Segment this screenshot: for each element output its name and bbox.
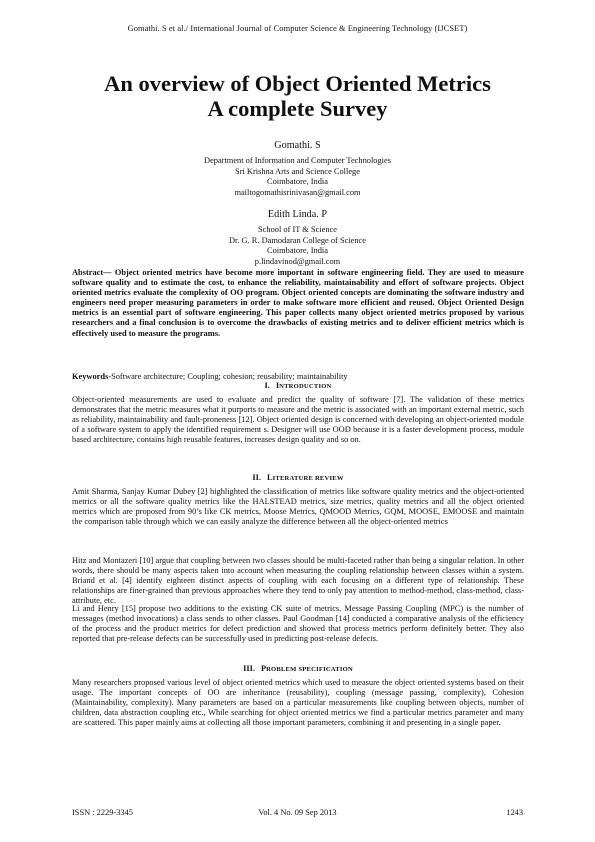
title-line-1: An overview of Object Oriented Metrics: [104, 71, 491, 96]
author-department: School of IT & Science: [258, 225, 337, 234]
paper-title: [0, 71, 595, 121]
section-number: III.: [243, 664, 255, 673]
paragraph: Object-oriented measurements are used to evaluate and predict the quality of software [7]. The validation of these metrics demonstrates that the metric measures what it purports to measure and the metric is associated with an important external metric, such as reliability, maintainability and fault-proneness [12]. Object oriented design is concerned with developing an object-oriented module of a software system to apply the identified requirement s. Designer will use OOD because it is a faster development process, module based architecture, contains high reusable features, increases design quality and so on.: [72, 395, 524, 445]
author-name: Edith Linda. P: [267, 209, 328, 220]
section-title-rest: ROBLEM SPECIFICATION: [266, 666, 353, 673]
section-title-initial: P: [260, 664, 267, 673]
author-city: Coimbatore, India: [267, 177, 328, 187]
author-email: p.lindavinod@gmail.com: [254, 256, 341, 266]
section-title-initial: L: [266, 473, 273, 482]
keywords-label: Keywords-: [72, 372, 112, 381]
section-title-rest: ITERATURE REVIEW: [272, 475, 344, 482]
author-college: Dr. G. R. Damodaran College of Science: [229, 235, 366, 245]
abstract-text: Object oriented metrics have become more important in software engineering field. They are used to measure software quality and to estimate the cost, to enhance the reliability, maintainability and effort of software projects. Object oriented metrics evaluate the complexity of OO program. Object oriented concepts are dominating the software industry and engineers need proper measuring parameters in order to make software more efficient and reused. Object Oriented Design metrics is an essential part of software engineering. This paper collects many object oriented metrics proposed by various researchers and a final conclusion is to overcome the drawbacks of existing metrics and to deliver efficient metrics which is effectively used to measure the programs.: [72, 268, 524, 338]
author-city: Coimbatore, India: [267, 246, 328, 256]
abstract-label: Abstract—: [72, 268, 112, 277]
paragraph: Hitz and Montazeri [10] argue that coupling between two classes should be multi-faceted rather than being a singular relation. In other words, there should be many aspects taken into account when measuring the coupling relationship between classes within a system. Briand et al. [4] identify eighteen distinct aspects of coupling with each focusing on a different type of relationship. These relationships are finer-grained than previous approaches where they tend to only pay attention to method-method, class-method, class-attribute, etc.: [72, 556, 524, 606]
section-number: II.: [252, 473, 261, 482]
paragraph: Li and Henry [15] propose two additions to the existing CK suite of metrics. Message Passing Coupling (MPC) is the number of messages (method invocations) a class sends to other classes. Paul Goodman [14] conducted a comparative analysis of the efficiency of the process and the product metrics for defect prediction and showed that process metrics perform definitely better. They also reported that pre-release defects can be successfully used in predicting post-release defects.: [72, 604, 524, 644]
section-heading-problem-specification: [72, 664, 524, 673]
section-number: I.: [264, 381, 270, 390]
footer-page-number: 1243: [506, 808, 523, 817]
section-heading-introduction: [72, 381, 524, 390]
section-heading-literature-review: [72, 473, 524, 482]
author-block-1: [0, 139, 595, 198]
keywords-text: Software architecture; Coupling; cohesion; reusability; maintainability: [111, 372, 348, 381]
author-email: mailtogomathisrinivasan@gmail.com: [234, 187, 361, 197]
footer-issn: ISSN : 2229-3345: [72, 808, 133, 817]
abstract: [72, 268, 524, 339]
title-line-2: A complete Survey: [207, 96, 388, 121]
author-name: Gomathi. S: [274, 140, 321, 151]
paragraph: Amit Sharma, Sanjay Kumar Dubey [2] highlighted the classification of metrics like software quality metrics and the object-oriented metrics or all the software quality metrics like the HALSTEAD metrics, size metrics, quality metrics and all the object oriented metrics which are proposed from 90’s like CK metrics, Moose Metrics, QMOOD Metrics, GQM, MOOSE, EMOOSE and maintain the comparison table through which we can easily analyze the difference between all the object-oriented metrics: [72, 487, 524, 527]
author-department: Department of Information and Computer Technologies: [204, 156, 391, 165]
running-head: Gomathi. S et al./ International Journal of Computer Science & Engineering Technology (IJCSET): [127, 24, 468, 33]
author-college: Sri Krishna Arts and Science College: [235, 166, 360, 176]
footer-volume: Vol. 4 No. 09 Sep 2013: [258, 808, 337, 817]
paragraph: Many researchers proposed various level of object oriented metrics which used to measure the object oriented systems based on their usage. The important concepts of OO are inheritance (reusability), coupling (message passing, complexity), Cohesion (Maintainability, complexity). Many parameters are based on a particular measurements like coupling between objects, number of children, data abstraction coupling etc., While searching for object oriented metrics we find a particular metrics parameter and many are scattered. This paper mainly aims at collecting all those important parameters, combining it and presenting in a single paper.: [72, 678, 524, 728]
section-title-initial: I: [275, 381, 280, 390]
section-title-rest: NTRODUCTION: [279, 383, 332, 390]
author-block-2: [0, 208, 595, 267]
